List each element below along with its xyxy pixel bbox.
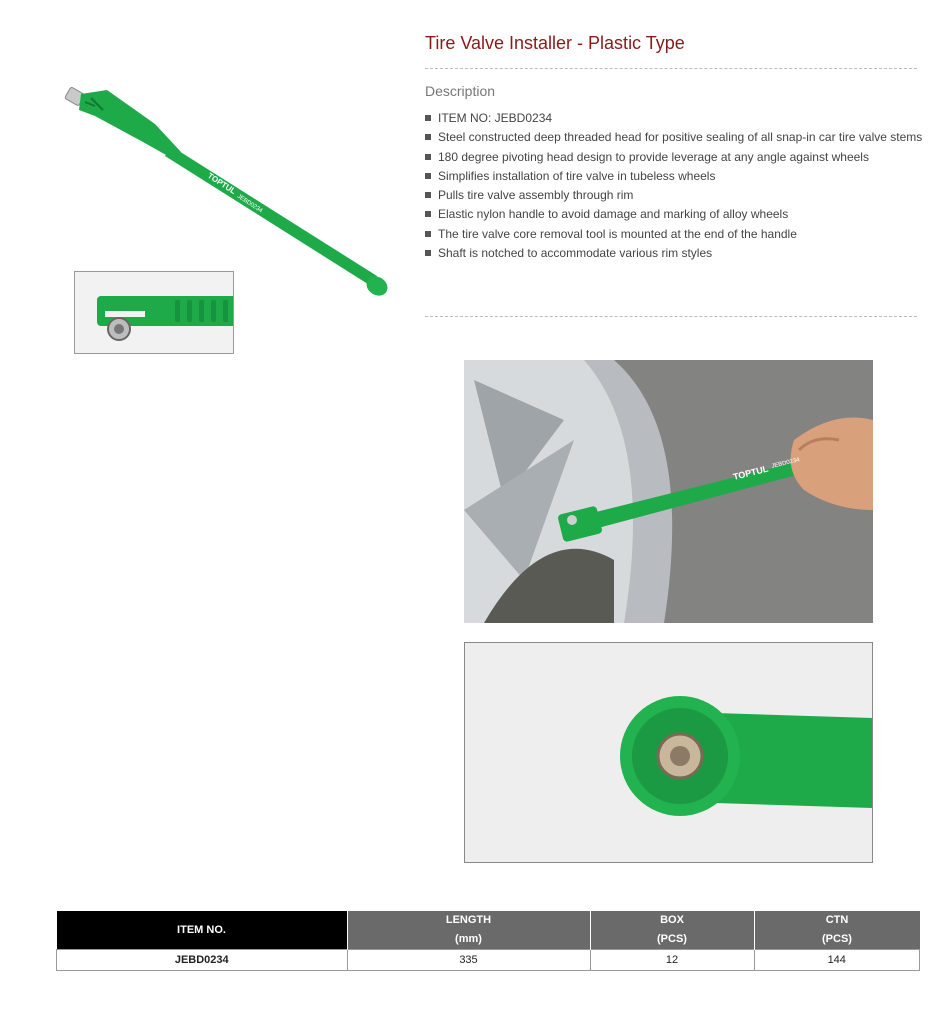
cell-length: 335 [347,950,590,971]
bullet-square-icon [425,250,431,256]
header-item-no: ITEM NO. [57,911,348,950]
list-item: ITEM NO: JEBD0234 [425,111,922,130]
list-item: Pulls tire valve assembly through rim [425,188,922,207]
cell-box: 12 [590,950,754,971]
brand-print: TOPTUL [205,171,238,197]
list-item: Shaft is notched to accommodate various rim styles [425,246,922,265]
bullet-square-icon [425,173,431,179]
description-list [425,111,922,265]
divider [425,316,917,317]
brand-print: TOPTUL [732,463,770,482]
usage-photo [464,360,873,623]
model-print: JEBD0234 [235,193,264,215]
list-item: Simplifies installation of tire valve in tubeless wheels [425,169,922,188]
model-print: JEBD0234 [771,457,801,470]
spec-table [56,911,920,971]
cell-item-no: JEBD0234 [57,950,348,971]
bullet-square-icon [425,211,431,217]
list-item: Steel constructed deep threaded head for positive sealing of all snap-in car tire valve stems [425,130,922,149]
header-length: LENGTH (mm) [347,911,590,950]
bullet-square-icon [425,134,431,140]
bullet-square-icon [425,115,431,121]
bullet-square-icon [425,192,431,198]
list-item: Elastic nylon handle to avoid damage and marking of alloy wheels [425,207,922,226]
description-heading: Description [425,83,496,99]
header-box: BOX (PCS) [590,911,754,950]
list-item: 180 degree pivoting head design to provide leverage at any angle against wheels [425,150,922,169]
product-thumbnail[interactable] [74,271,234,354]
bullet-square-icon [425,154,431,160]
cell-ctn: 144 [754,950,920,971]
bullet-square-icon [425,231,431,237]
table-row [57,950,920,971]
divider [425,68,917,69]
closeup-photo [464,642,873,863]
list-item: The tire valve core removal tool is mounted at the end of the handle [425,227,922,246]
product-title: Tire Valve Installer - Plastic Type [425,33,685,53]
header-ctn: CTN (PCS) [754,911,920,950]
